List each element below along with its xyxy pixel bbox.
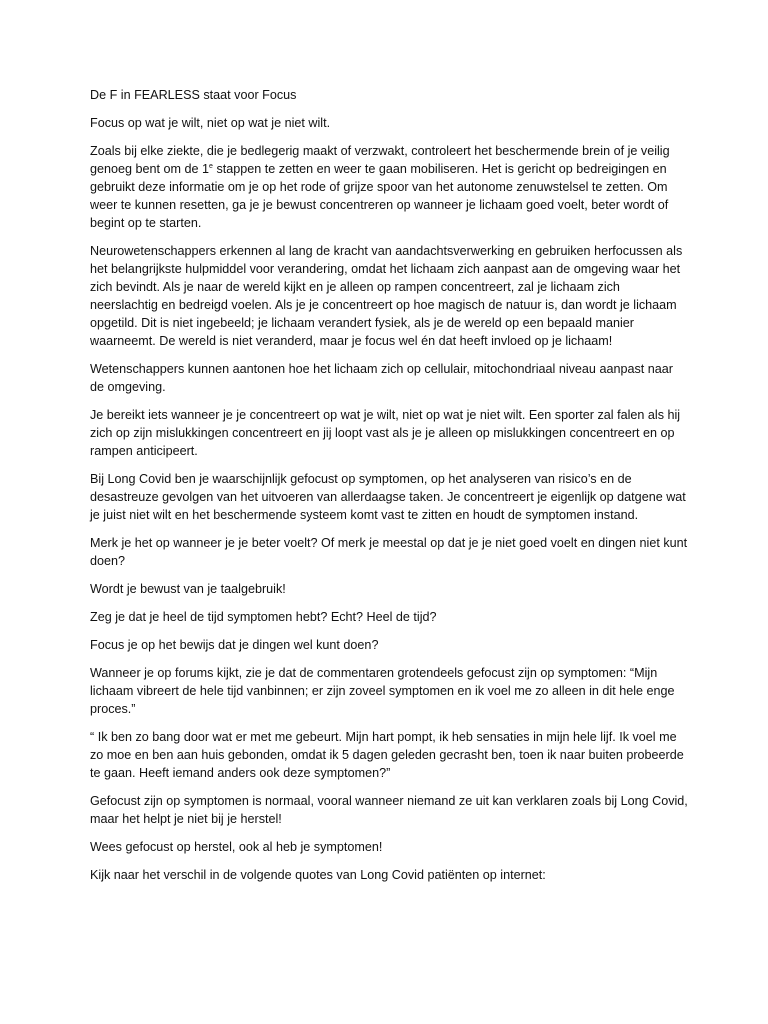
paragraph-8: Wordt je bewust van je taalgebruik! [90, 582, 286, 596]
document-title: De F in FEARLESS staat voor Focus [90, 88, 297, 102]
paragraph-9: Zeg je dat je heel de tijd symptomen hebt? Echt? Heel de tijd? [90, 610, 437, 624]
paragraph-7: Merk je het op wanneer je je beter voelt? Of merk je meestal op dat je je niet goed voelt en dingen niet kunt doen? [90, 536, 688, 568]
paragraph-14: Wees gefocust op herstel, ook al heb je symptomen! [90, 840, 383, 854]
paragraph-6: Bij Long Covid ben je waarschijnlijk gefocust op symptomen, op het analyseren van risico’s en de desastreuze gevolgen van het uitvoeren van allerdaagse taken. Je concentreert je eigenlijk op datgene wat je juist niet wilt en het beschermende systeem komt vast te zitten en houdt de symptomen instand. [90, 472, 686, 522]
paragraph-5: Je bereikt iets wanneer je je concentreert op wat je wilt, niet op wat je niet wilt. Een sporter zal falen als hij zich op zijn mislukkingen concentreert en jij loopt vast als je je alleen op mislukkingen concentreert en op rampen anticipeert. [90, 408, 681, 458]
paragraph-2 [90, 142, 690, 232]
paragraph-2-start: Zoals bij elke ziekte, die je bedlegerig maakt of verzwakt, controleert het beschermende brein of je veilig genoeg bent om de 1 [90, 144, 670, 176]
paragraph-15: Kijk naar het verschil in de volgende quotes van Long Covid patiënten op internet: [90, 868, 546, 882]
paragraph-2-rest: stappen te zetten en weer te gaan mobiliseren. Het is gericht op bedreigingen en gebruikt deze informatie om je op het rode of grijze spoor van het autonome zenuwstelsel te zetten. Om weer te kunnen resetten, ga je je bewust concentreren op wanneer je lichaam goed voelt, beter wordt of begint op te starten. [90, 162, 669, 230]
paragraph-13: Gefocust zijn op symptomen is normaal, vooral wanneer niemand ze uit kan verklaren zoals bij Long Covid, maar het helpt je niet bij je herstel! [90, 794, 688, 826]
document-page [90, 86, 690, 894]
ordinal-superscript: e [209, 163, 213, 170]
paragraph-4: Wetenschappers kunnen aantonen hoe het lichaam zich op cellulair, mitochondriaal niveau aanpast naar de omgeving. [90, 362, 673, 394]
paragraph-11: Wanneer je op forums kijkt, zie je dat de commentaren grotendeels gefocust zijn op symptomen: “Mijn lichaam vibreert de hele tijd vanbinnen; er zijn zoveel symptomen en ik voel me zo alleen in dit hele enge proces.” [90, 666, 675, 716]
paragraph-12: “ Ik ben zo bang door wat er met me gebeurt. Mijn hart pompt, ik heb sensaties in mijn hele lijf. Ik voel me zo moe en ben aan huis gebonden, omdat ik 5 dagen geleden gecrasht ben, toen ik naar buiten probeerde te gaan. Heeft iemand anders ook deze symptomen?” [90, 730, 684, 780]
paragraph-3: Neurowetenschappers erkennen al lang de kracht van aandachtsverwerking en gebruiken herfocussen als het belangrijkste hulpmiddel voor verandering, omdat het lichaam zich aanpast aan de omgeving waar het zich bevindt. Als je naar de wereld kijkt en je alleen op rampen concentreert, zal je lichaam zich neerslachtig en bedreigd voelen. Als je je concentreert op hoe magisch de natuur is, dan wordt je lichaam opgetild. Dit is niet ingebeeld; je lichaam verandert fysiek, als je de wereld op een bepaald manier waarneemt. De wereld is niet veranderd, maar je focus wel én dat heeft invloed op je lichaam! [90, 244, 683, 348]
paragraph-1: Focus op wat je wilt, niet op wat je niet wilt. [90, 116, 331, 130]
paragraph-10: Focus je op het bewijs dat je dingen wel kunt doen? [90, 638, 379, 652]
